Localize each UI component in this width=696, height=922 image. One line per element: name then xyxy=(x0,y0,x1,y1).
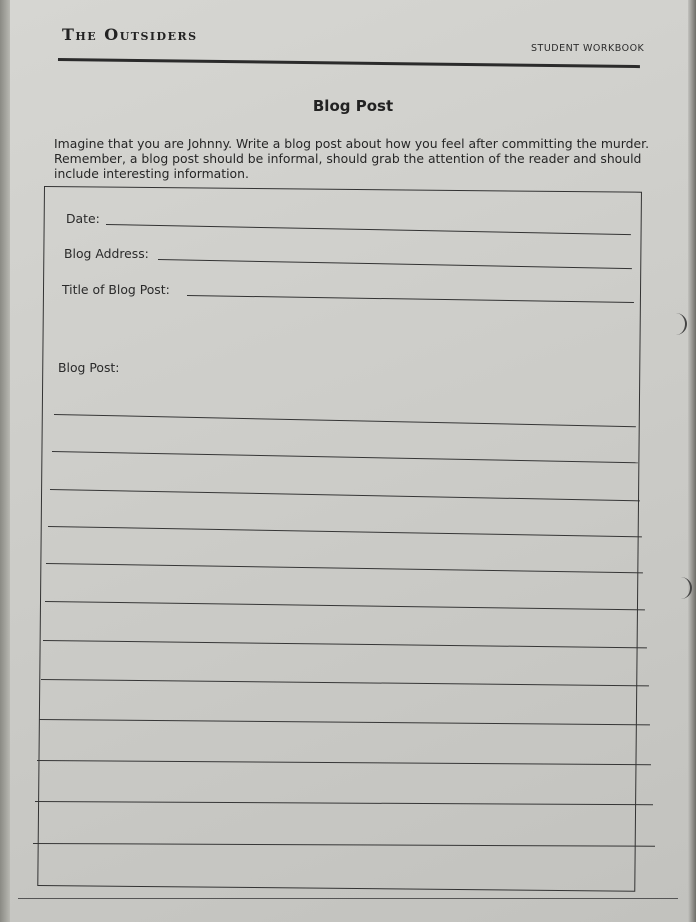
post-title-label: Title of Blog Post: xyxy=(62,282,170,297)
binder-hole xyxy=(670,577,692,599)
book-title: The Outsiders xyxy=(62,25,198,44)
blog-post-label: Blog Post: xyxy=(58,360,120,375)
blog-address-label: Blog Address: xyxy=(64,246,149,261)
header-divider xyxy=(58,58,640,68)
instructions-text: Imagine that you are Johnny. Write a blog post about how you feel after committing the murder. Remember, a blog post should be informal, should grab the attention of the reader and should include interesting information. xyxy=(54,136,650,181)
page-title: Blog Post xyxy=(312,97,394,115)
workbook-label: STUDENT WORKBOOK xyxy=(531,43,645,54)
page-edge-left xyxy=(0,0,10,922)
binder-hole xyxy=(665,313,687,335)
date-label: Date: xyxy=(66,211,100,226)
page-edge-right xyxy=(688,0,696,922)
page-bottom-edge xyxy=(18,898,678,899)
